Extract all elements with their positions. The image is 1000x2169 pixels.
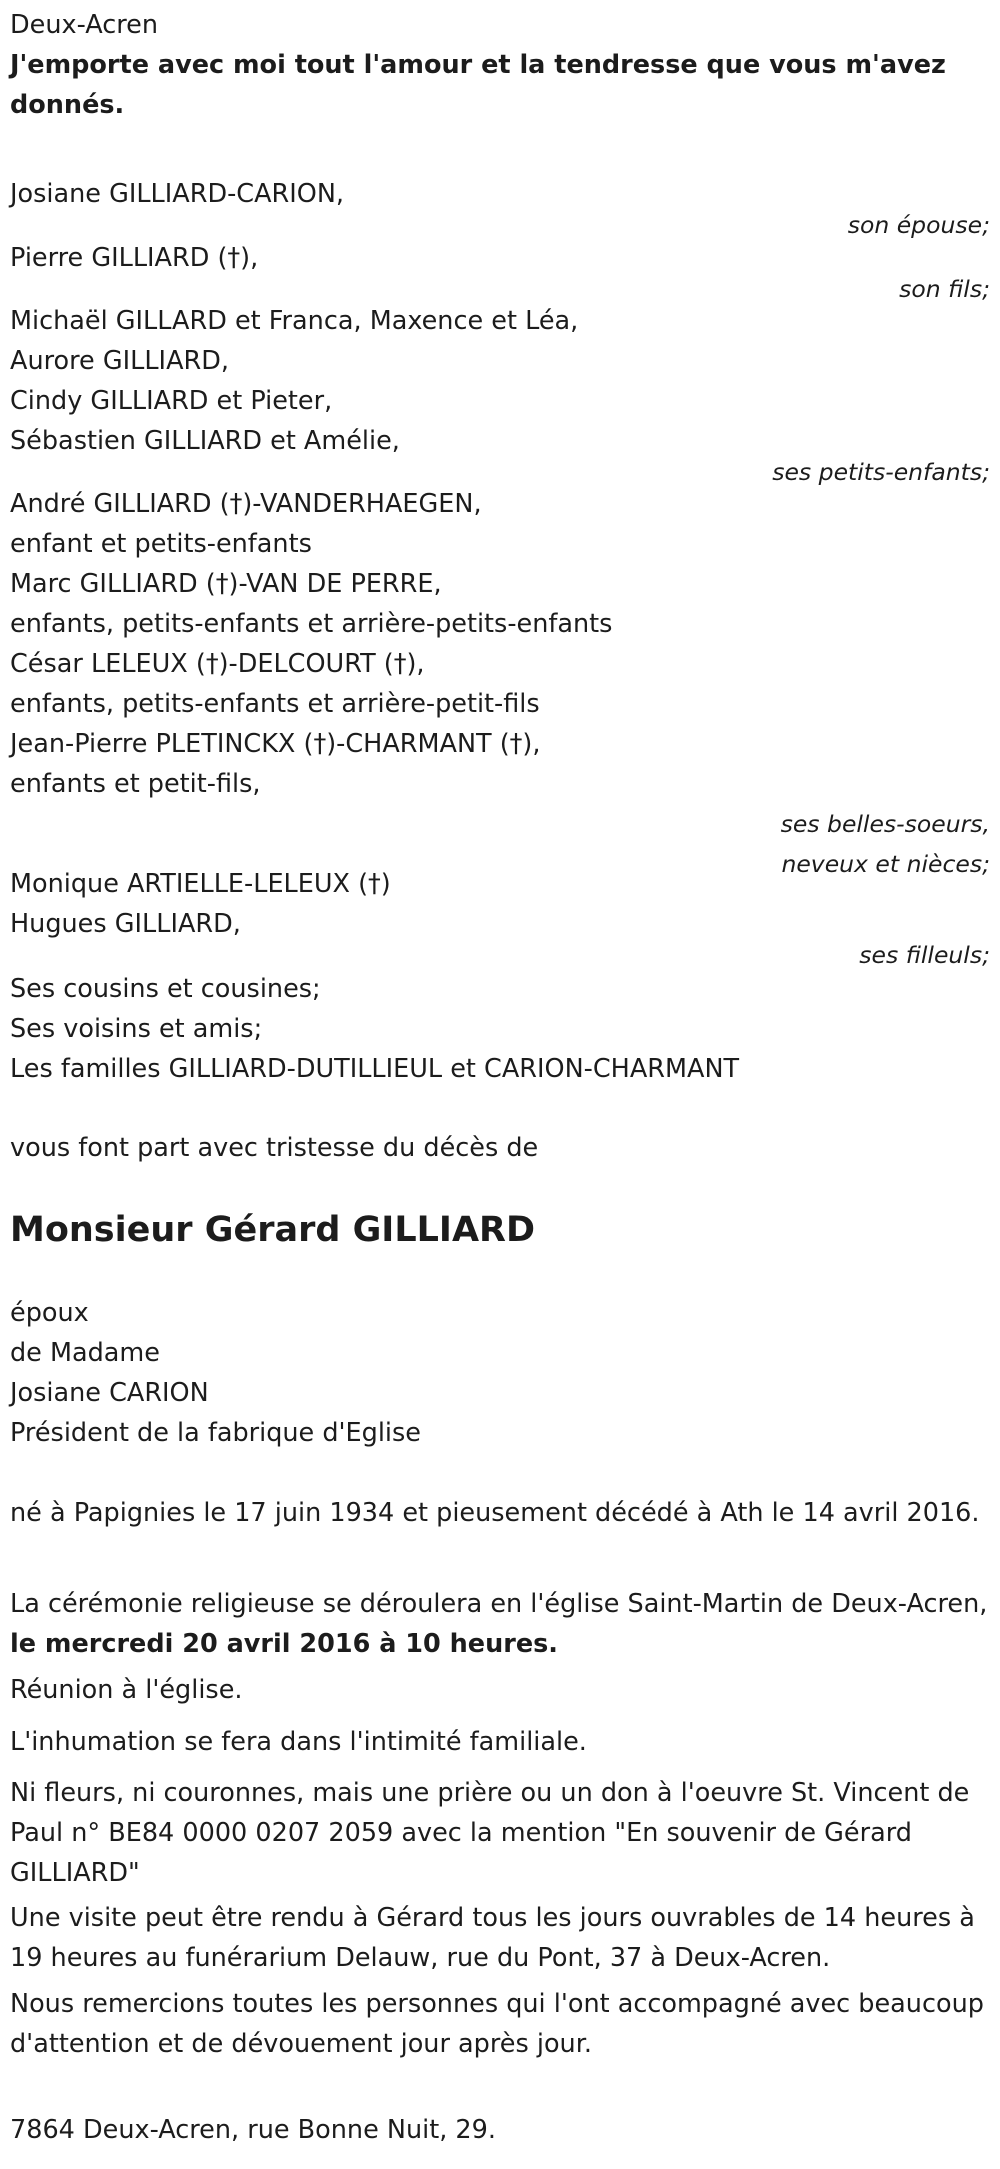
family-name-line: Jean-Pierre PLETINCKX (†)-CHARMANT (†), (10, 729, 541, 759)
burial-info (10, 1722, 990, 1762)
family-group-son (10, 238, 990, 309)
relation-label: ses petits-enfants; (772, 458, 990, 486)
visit-info (10, 1898, 990, 1978)
family-name-line: César LELEUX (†)-DELCOURT (†), (10, 649, 425, 679)
birth-death-info (10, 1493, 990, 1533)
ceremony-paragraph (10, 1584, 990, 1664)
deceased (10, 1205, 990, 1255)
family-name-line: Monique ARTIELLE-LELEUX (†) (10, 869, 391, 899)
visit-text: Une visite peut être rendu à Gérard tous les jours ouvrables de 14 heures à 19 heures au funérarium Delauw, rue du Pont, 37 à Deux-Acren. (10, 1903, 975, 1973)
family-name-line: Michaël GILLARD et Franca, Maxence et Léa, (10, 306, 579, 336)
announcement (10, 1128, 990, 1168)
flowers-info (10, 1773, 990, 1893)
family-name-line: André GILLIARD (†)-VANDERHAEGEN, (10, 489, 482, 519)
birth-death-text: né à Papignies le 17 juin 1934 et pieusement décédé à Ath le 14 avril 2016. (10, 1498, 980, 1528)
ceremony-intro: La cérémonie religieuse se déroulera en l'église Saint-Martin de Deux-Acren, (10, 1589, 988, 1619)
family-name-line: Ses voisins et amis; (10, 1014, 263, 1044)
address-text: 7864 Deux-Acren, rue Bonne Nuit, 29. (10, 2115, 496, 2145)
burial-text: L'inhumation se fera dans l'intimité familiale. (10, 1727, 587, 1757)
family-name-line: Pierre GILLIARD (†), (10, 243, 259, 273)
detail-line: époux (10, 1298, 89, 1328)
family-name-line: Cindy GILLIARD et Pieter, (10, 386, 333, 416)
family-name-line: Ses cousins et cousines; (10, 974, 321, 1004)
town-name: Deux-Acren (10, 10, 159, 40)
meeting-info (10, 1670, 990, 1710)
family-name-line: enfant et petits-enfants (10, 529, 312, 559)
flowers-text: Ni fleurs, ni couronnes, mais une prière ou un don à l'oeuvre St. Vincent de Paul n° BE84 0000 0207 2059 avec la mention "En souvenir de Gérard GILLIARD" (10, 1778, 970, 1888)
announcement-text: vous font part avec tristesse du décès de (10, 1133, 539, 1163)
family-group-others (10, 969, 990, 1089)
meeting-text: Réunion à l'église. (10, 1675, 243, 1705)
family-name-line: enfants, petits-enfants et arrière-petits-enfants (10, 609, 613, 639)
relation-label: neveux et nièces; (781, 850, 990, 878)
family-group-spouse (10, 174, 990, 245)
family-name-line: Hugues GILLIARD, (10, 909, 241, 939)
relation-label: son fils; (899, 275, 990, 303)
detail-line: Josiane CARION (10, 1378, 209, 1408)
relation-label: ses filleuls; (859, 941, 990, 969)
memorial-quote: J'emporte avec moi tout l'amour et la tendresse que vous m'avez donnés. (10, 50, 946, 120)
thanks-info (10, 1984, 990, 2064)
family-name-line: enfants et petit-fils, (10, 769, 261, 799)
family-group-grandchildren (10, 301, 990, 492)
deceased-name: Monsieur Gérard GILLIARD (10, 1210, 536, 1250)
family-name-line: Marc GILLIARD (†)-VAN DE PERRE, (10, 569, 442, 599)
address-info (10, 2110, 990, 2150)
thanks-text: Nous remercions toutes les personnes qui l'ont accompagné avec beaucoup d'attention et de dévouement jour après jour. (10, 1989, 984, 2059)
header (10, 5, 990, 125)
relation-label: ses belles-soeurs, (780, 810, 990, 838)
family-name-line: Les familles GILLIARD-DUTILLIEUL et CARION-CHARMANT (10, 1054, 740, 1084)
detail-line: de Madame (10, 1338, 160, 1368)
family-name-line: Aurore GILLIARD, (10, 346, 229, 376)
family-name-line: Sébastien GILLIARD et Amélie, (10, 426, 400, 456)
detail-line: Président de la fabrique d'Eglise (10, 1418, 421, 1448)
relation-label: son épouse; (847, 211, 990, 239)
ceremony-info (10, 1584, 990, 1664)
family-group-in-laws (10, 484, 990, 884)
family-name-line: Josiane GILLIARD-CARION, (10, 179, 345, 209)
family-name-line: enfants, petits-enfants et arrière-petit-fils (10, 689, 540, 719)
ceremony-date: le mercredi 20 avril 2016 à 10 heures. (10, 1629, 558, 1659)
family-group-godchildren (10, 864, 990, 975)
deceased-details (10, 1293, 990, 1453)
